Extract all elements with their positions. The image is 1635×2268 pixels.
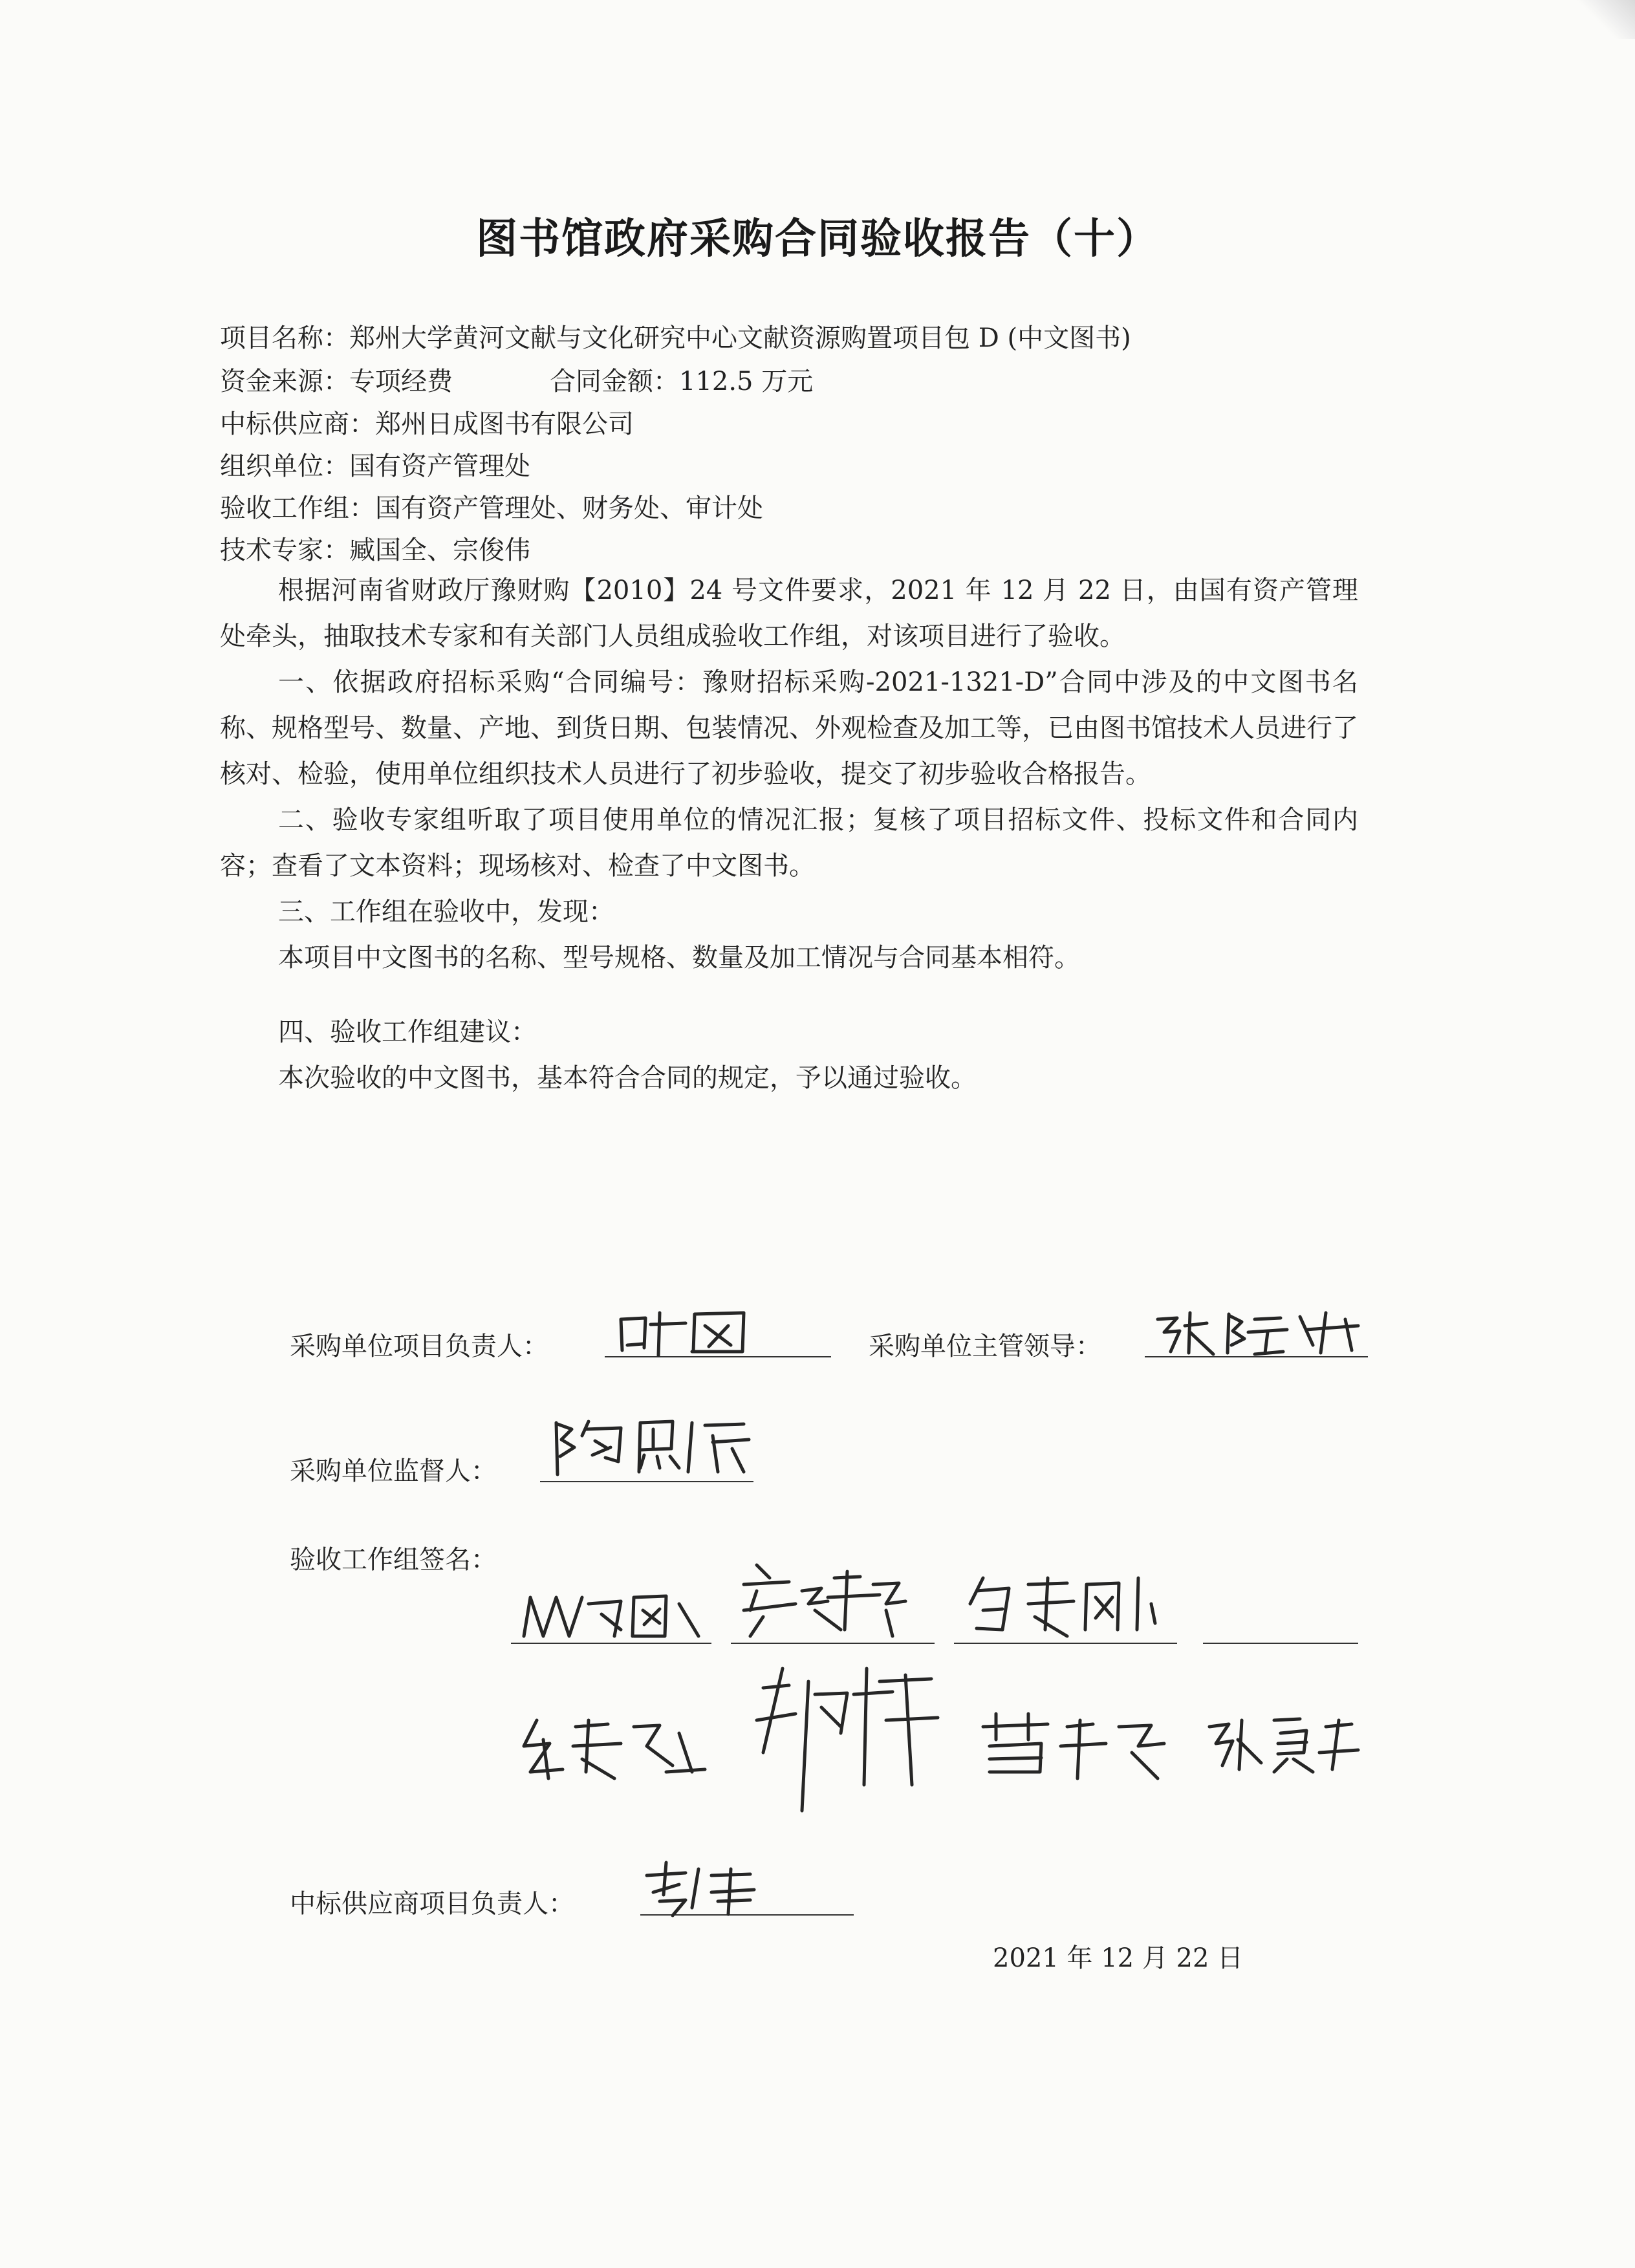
wg-signature-3	[957, 1565, 1177, 1643]
supplier-lead-label: 中标供应商项目负责人：	[290, 1889, 574, 1919]
wg-signature-6	[970, 1707, 1177, 1785]
fund-row	[220, 363, 813, 400]
report-title: 图书馆政府采购合同验收报告（十）	[476, 215, 1159, 263]
wg-line-2	[731, 1643, 935, 1644]
report-date: 2021 年 12 月 22 日	[993, 1943, 1244, 1973]
supervisor-signature	[543, 1410, 757, 1481]
experts-field: 技术专家：臧国全、宗俊伟	[220, 535, 530, 565]
work-group-sign-label: 验收工作组签名：	[290, 1545, 497, 1575]
wg-signature-1	[517, 1578, 711, 1643]
work-group-field: 验收工作组：国有资产管理处、财务处、审计处	[220, 493, 763, 523]
organizer-field: 组织单位：国有资产管理处	[220, 451, 530, 481]
wg-signature-7	[1203, 1707, 1371, 1778]
leader-label: 采购单位主管领导：	[869, 1332, 1101, 1361]
wg-signature-4	[517, 1707, 711, 1785]
item-4-heading: 四、验收工作组建议：	[278, 1017, 537, 1047]
leader-signature	[1151, 1300, 1378, 1358]
wg-signature-2	[731, 1559, 925, 1643]
supervisor-line	[540, 1481, 753, 1482]
item-2-paragraph: 二、验收专家组听取了项目使用单位的情况汇报；复核了项目招标文件、投标文件和合同内容；查看了文本资料；现场核对、检查了中文图书。	[220, 805, 1358, 881]
item-1-paragraph: 一、依据政府招标采购“合同编号：豫财招标采购-2021-1321-D”合同中涉及的中文图书名称、规格型号、数量、产地、到货日期、包装情况、外观检查及加工等，已由图书馆技术人员进行了核对、检验，使用单位组织技术人员进行了初步验收，提交了初步验收合格报告。	[220, 667, 1358, 789]
wg-line-1	[511, 1643, 711, 1644]
project-name-field: 项目名称：郑州大学黄河文献与文化研究中心文献资源购置项目包 D (中文图书)	[220, 323, 1131, 353]
item-3-heading: 三、工作组在验收中，发现：	[278, 897, 614, 927]
fund-source-field: 资金来源：专项经费	[220, 367, 453, 396]
contract-amount-field: 合同金额：112.5 万元	[550, 367, 814, 396]
report-body	[220, 568, 1358, 1101]
supplier-field: 中标供应商：郑州日成图书有限公司	[220, 409, 634, 439]
wg-line-4	[1203, 1643, 1358, 1644]
supervisor-label: 采购单位监督人：	[290, 1456, 497, 1486]
wg-line-3	[954, 1643, 1177, 1644]
item-4-text: 本次验收的中文图书，基本符合合同的规定，予以通过验收。	[278, 1063, 977, 1093]
item-3-text: 本项目中文图书的名称、型号规格、数量及加工情况与合同基本相符。	[278, 943, 1080, 973]
project-lead-label: 采购单位项目负责人：	[290, 1332, 548, 1361]
wg-signature-5	[737, 1656, 951, 1824]
page-corner-fold	[1577, 0, 1635, 39]
supplier-lead-signature	[640, 1856, 770, 1917]
project-lead-signature	[614, 1300, 783, 1358]
intro-paragraph: 根据河南省财政厅豫财购【2010】24 号文件要求，2021 年 12 月 22 日，由国有资产管理处牵头，抽取技术专家和有关部门人员组成验收工作组，对该项目进行了验收。	[220, 576, 1358, 651]
